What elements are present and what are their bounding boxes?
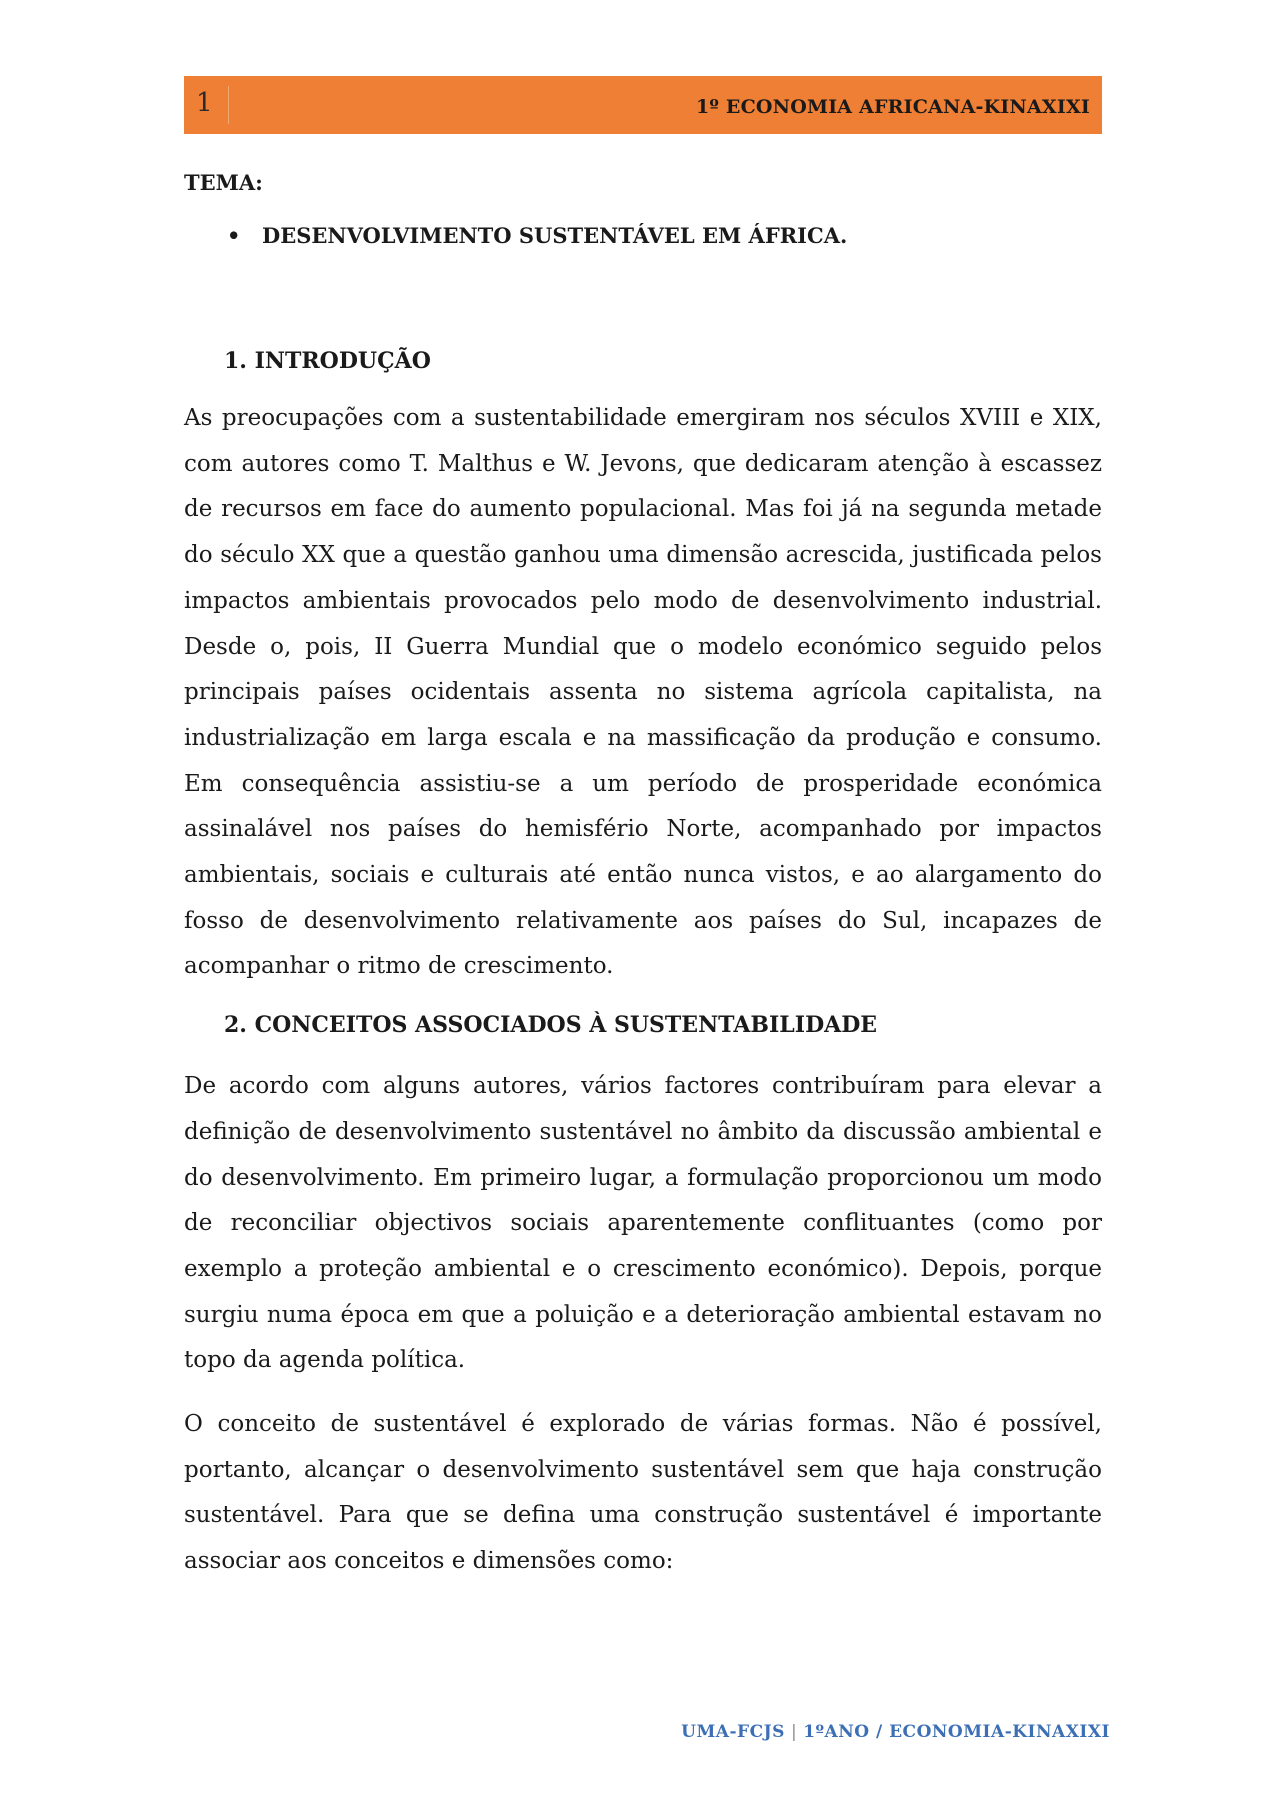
tema-label: TEMA: [184,170,263,195]
paragraph-introducao: As preocupações com a sustentabilidade emergiram nos séculos XVIII e XIX, com autores como T. Malthus e W. Jevons, que dedicaram atenção à escassez de recursos em face do aumento populacional. Mas foi já na segunda metade do século XX que a questão ganhou uma dimensão acrescida, justificada pelos impactos ambientais provocados pelo modo de desenvolvimento industrial. Desde o, pois, II Guerra Mundial que o modelo económico seguido pelos principais países ocidentais assenta no sistema agrícola capitalista, na industrialização em larga escala e na massificação da produção e consumo. Em consequência assistiu-se a um período de prosperidade económica assinalável nos países do hemisfério Norte, acompanhado por impactos ambientais, sociais e culturais até então nunca vistos, e ao alargamento do fosso de desenvolvimento relativamente aos países do Sul, incapazes de acompanhar o ritmo de crescimento. [184,405,1102,980]
section-heading-conceitos: 2. CONCEITOS ASSOCIADOS À SUSTENTABILIDADE [224,1012,878,1039]
footer-institution: UMA-FCJS [681,1722,785,1742]
page-number: 1 [196,88,213,118]
tema-item [184,223,1102,248]
document-body [184,160,1102,1585]
page-number-divider [228,86,229,124]
page-footer [681,1722,1110,1742]
bullet-icon: • [227,223,241,248]
footer-course: 1ºANO / ECONOMIA-KINAXIXI [803,1722,1110,1742]
header-bar [184,76,1102,134]
tema-list [184,223,1102,248]
header-title: 1º ECONOMIA AFRICANA-KINAXIXI [695,96,1090,118]
paragraph-conceitos-2: O conceito de sustentável é explorado de várias formas. Não é possível, portanto, alcançar o desenvolvimento sustentável sem que haja construção sustentável. Para que se defina uma construção sustentável é importante associar aos conceitos e dimensões como: [184,1411,1102,1575]
tema-item-text: DESENVOLVIMENTO SUSTENTÁVEL EM ÁFRICA. [262,223,848,248]
paragraph-conceitos-1: De acordo com alguns autores, vários factores contribuíram para elevar a definição de desenvolvimento sustentável no âmbito da discussão ambiental e do desenvolvimento. Em primeiro lugar, a formulação proporcionou um modo de reconciliar objectivos sociais aparentemente conflituantes (como por exemplo a proteção ambiental e o crescimento económico). Depois, porque surgiu numa época em que a poluição e a deterioração ambiental estavam no topo da agenda política. [184,1073,1102,1374]
section-heading-introducao: 1. INTRODUÇÃO [224,348,431,374]
footer-separator: | [790,1722,798,1742]
